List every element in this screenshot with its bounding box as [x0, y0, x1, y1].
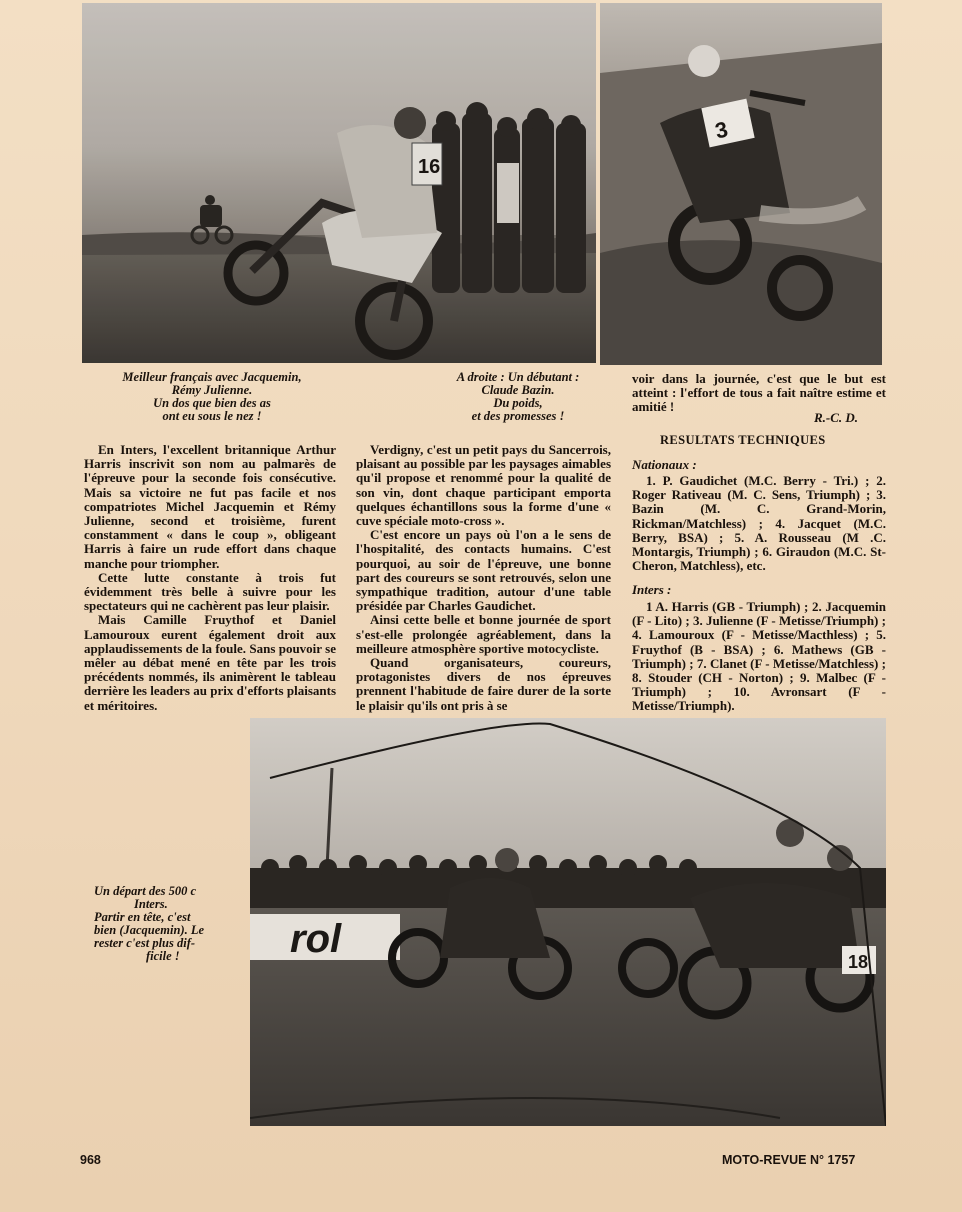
page-number: 968: [80, 1153, 101, 1167]
caption-line: bien (Jacquemin). Le: [94, 923, 205, 937]
caption-line: Meilleur français avec Jacquemin,: [122, 370, 302, 384]
caption-line: et des promesses !: [471, 409, 565, 423]
caption-left-photo: [84, 371, 340, 423]
caption-line: Rémy Julienne.: [171, 383, 253, 397]
article-paragraph: Ainsi cette belle et bonne journée de sport s'est-elle prolongée agréablement, dans la meilleure atmosphère sportive motocycliste.: [356, 612, 611, 656]
results-nationaux-label: Nationaux :: [632, 457, 697, 472]
rider-number-18: 18: [848, 952, 869, 972]
article-column-3-continuation: [632, 372, 886, 415]
article-paragraph: Cette lutte constante à trois fut évidemment très belle à suivre pour les spectateurs qui ne cachèrent pas leur plaisir.: [84, 569, 336, 614]
results-title: RESULTATS TECHNIQUES: [660, 433, 826, 447]
photo-rider-bazin: [600, 3, 882, 365]
caption-line: Partir en tête, c'est: [94, 910, 191, 924]
banner-text: rol: [290, 917, 342, 961]
article-paragraph: Mais Camille Fruythof et Daniel Lamouroux eurent également droit aux applaudissements de la foule. Sans pouvoir se mêler au débat mené en tête par les trois précédents nommés, ils animèrent le tableau derrière les leaders au prix d'efforts plaisants et méritoires.: [84, 612, 336, 713]
caption-line: Un départ des 500 c: [94, 884, 197, 898]
article-paragraph: voir dans la journée, c'est que le but est atteint : l'effort de tous a fait naître estime et amitié !: [632, 371, 886, 415]
caption-line: ont eu sous le nez !: [162, 409, 262, 423]
magazine-issue: MOTO-REVUE N° 1757: [722, 1153, 856, 1167]
results-inters-label: Inters :: [632, 582, 672, 597]
caption-line: Un dos que bien des as: [153, 396, 271, 410]
article-column-1: [84, 443, 336, 713]
author-signature: R.-C. D.: [814, 410, 859, 425]
caption-line: Inters.: [134, 897, 168, 911]
caption-line: Claude Bazin.: [481, 383, 555, 397]
caption-right-photo: [420, 371, 616, 423]
caption-line: rester c'est plus dif-: [94, 936, 196, 950]
photo-start-500cc-inters: [250, 718, 886, 1126]
caption-bottom-photo: [94, 885, 242, 963]
article-column-2: [356, 443, 611, 713]
article-paragraph: En Inters, l'excellent britannique Arthur Harris inscrivit son nom au palmarès de l'épreuve pour la seconde fois consécutive. Mais sa victoire ne fut pas facile et nos compatriotes Michel Jacquemin et Rémy Julienne, second et troisième, furent constamment « dans le coup », obligeant Harris à faire un rude effort dans chaque manche pour triompher.: [84, 442, 336, 571]
article-paragraph: Verdigny, c'est un petit pays du Sancerrois, plaisant au possible par les paysages aimables qu'il propose et renommé pour la qualité de son vin, dont chaque participant emporta quelques échantillons sous la forme d'une « cuve spéciale moto-cross ».: [356, 442, 611, 529]
photo-rider-julienne: [82, 3, 596, 363]
rider-number-16: 16: [418, 156, 441, 178]
results-inters-list: 1 A. Harris (GB - Triumph) ; 2. Jacquemin (F - Lito) ; 3. Julienne (F - Metisse/Triumph) ; 4. Lamouroux (F - Metisse/Macthless) ; 5. Fruythof (B - BSA) ; 6. Mathews (GB - Triumph) ; 7. Clanet (F - Metisse/Matchless) ; 8. Stouder (CH - Norton) ; 9. Malbec (F - Triumph) ; 10. Avronsart (F - Metisse/Triumph).: [632, 599, 886, 714]
article-paragraph: Quand organisateurs, coureurs, protagonistes divers de nos épreuves prennent l'habitude de faire durer de la sorte le plaisir qu'ils ont pris à se: [356, 655, 611, 713]
rider-number-3: 3: [712, 116, 731, 144]
caption-line: ficile !: [146, 949, 180, 963]
article-paragraph: C'est encore un pays où l'on a le sens de l'hospitalité, des contacts humains. C'est pourquoi, au soir de l'épreuve, une bonne part des coureurs se sont retrouvés, selon une sympathique tradition, autour d'une table présidée par Charles Gaudichet.: [356, 527, 611, 614]
results-nationaux-list: 1. P. Gaudichet (M.C. Berry - Tri.) ; 2. Roger Rativeau (M. C. Sens, Triumph) ; 3. Bazin (M. C. Grand-Morin, Rickman/Matchless) ; 4. Jacquet (M.C. Berry, BSA) ; 5. A. Rousseau (M .C. Montargis, Triumph) ; 6. Giraudon (M.C. St-Cheron, Matchless), etc.: [632, 473, 886, 574]
caption-line: A droite : Un débutant :: [456, 370, 580, 384]
caption-line: Du poids,: [493, 396, 543, 410]
